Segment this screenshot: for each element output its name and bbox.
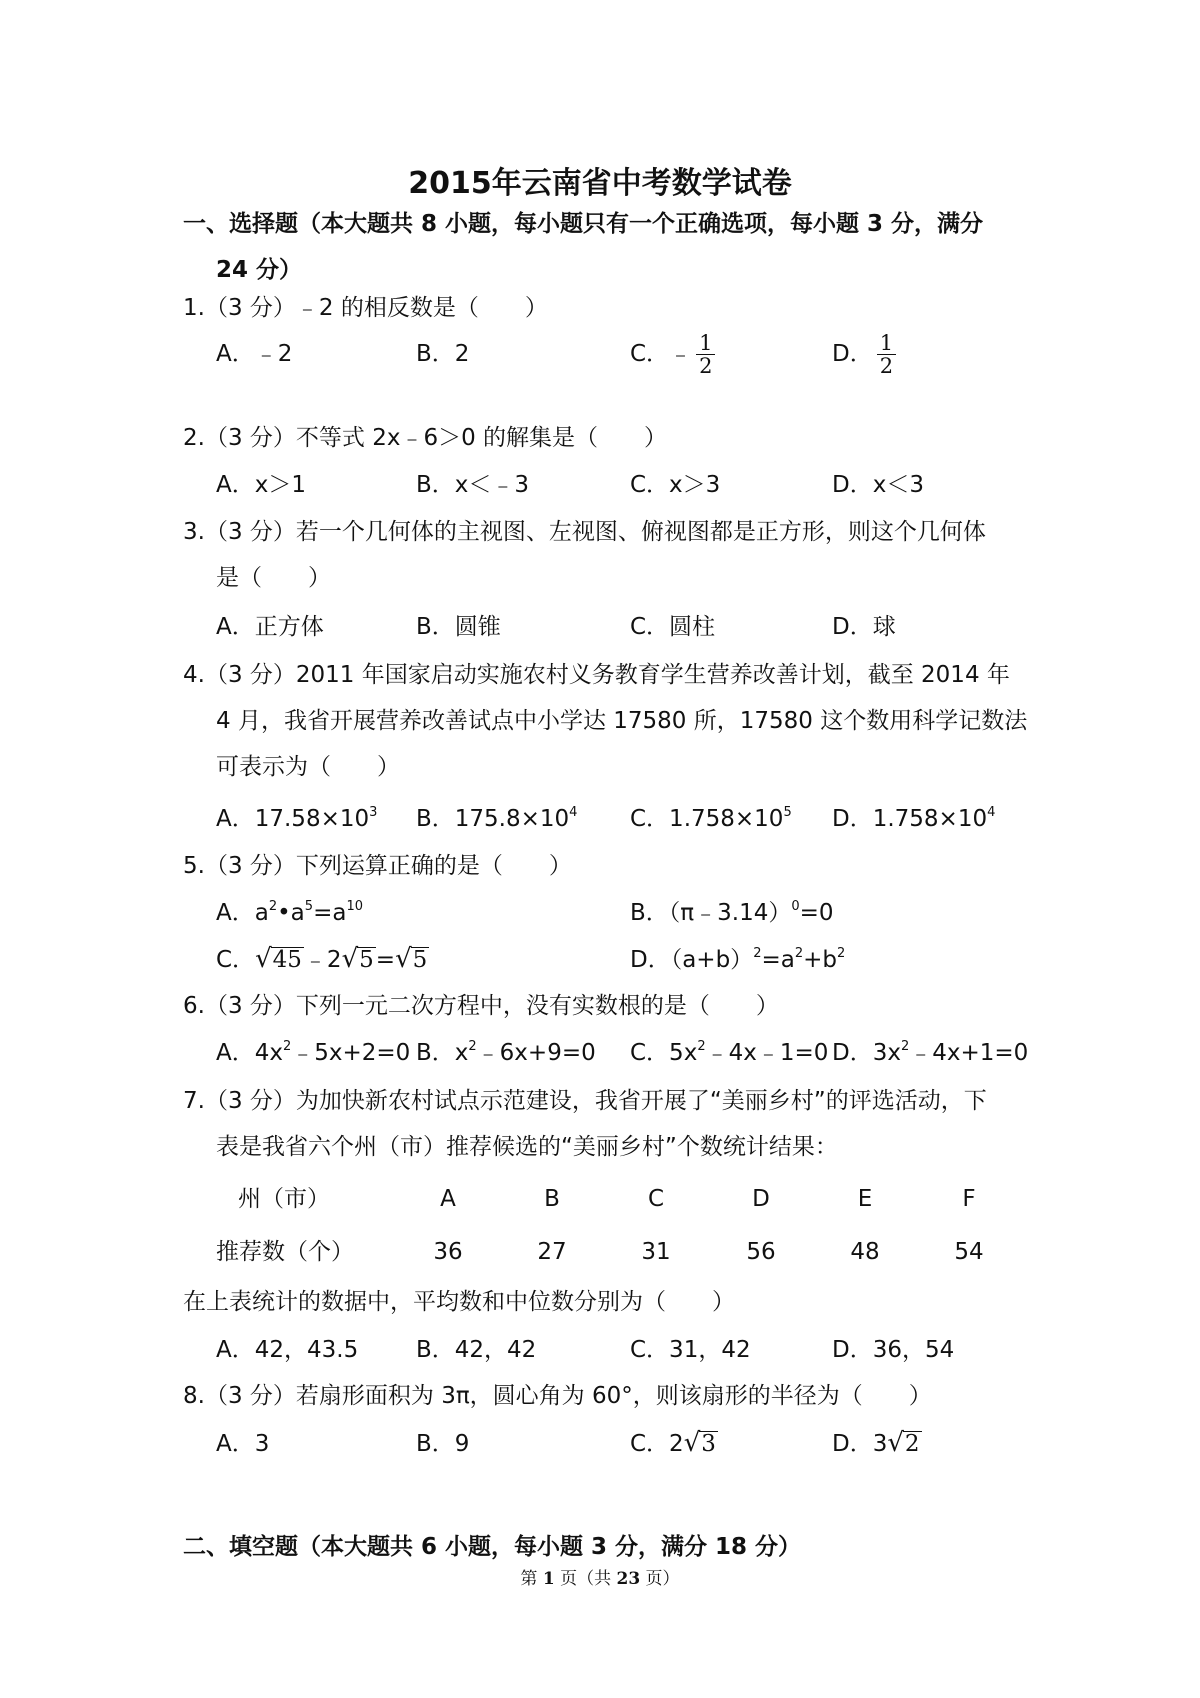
footer-middle: 页（共 <box>554 1569 617 1589</box>
q3-option-d: D．球 <box>832 614 896 640</box>
q8-option-d <box>832 1421 922 1467</box>
q1-option-a: A．﹣2 <box>216 341 293 367</box>
q6-b-part1: B．x <box>416 1040 469 1066</box>
q8-d-coef: D．3 <box>832 1431 888 1457</box>
question-6-options <box>216 1030 1076 1076</box>
question-2-options <box>216 462 1076 508</box>
q5-a-part3: =a <box>313 900 347 926</box>
table-header-label: 州（市） <box>238 1186 330 1212</box>
q3-option-c: C．圆柱 <box>630 614 716 640</box>
q6-d-part1: D．3x <box>832 1040 901 1066</box>
sqrt-5-a: √ 5 <box>341 944 374 974</box>
q5-c-part2: ﹣2 <box>303 947 342 973</box>
q1-d-numerator: 1 <box>877 332 896 355</box>
q7-option-a: A．42，43.5 <box>216 1337 359 1363</box>
q6-a-exp: 2 <box>282 1039 292 1054</box>
q5-d-part3: +b <box>803 947 837 973</box>
q6-option-a <box>216 1030 410 1076</box>
q5-d-exp1: 2 <box>753 946 762 961</box>
q2-option-d: D．x＜3 <box>832 472 924 498</box>
q5-a-part1: A．a <box>216 900 269 926</box>
q4-d-exponent: 4 <box>987 805 996 820</box>
q6-a-part1: A．4x <box>216 1040 283 1066</box>
question-3-options <box>216 604 1076 650</box>
q4-b-base: B．175.8×10 <box>416 806 570 832</box>
footer-total-pages: 23 <box>616 1569 641 1589</box>
q6-c-exp: 2 <box>697 1039 706 1054</box>
sqrt-2: √ 2 <box>887 1428 920 1458</box>
table-col-c: C <box>647 1186 665 1212</box>
q1-option-c-fraction <box>696 332 715 377</box>
q5-c-part3: = <box>375 947 396 973</box>
q8-option-c <box>630 1421 718 1467</box>
q7-option-b: B．42，42 <box>416 1337 537 1363</box>
q4-stem-line3: 可表示为（ ） <box>216 754 400 780</box>
table-col-b: B <box>544 1186 560 1212</box>
q3-option-a: A．正方体 <box>216 614 324 640</box>
q5-c-part1: C． <box>216 947 256 973</box>
q4-c-exponent: 5 <box>783 805 792 820</box>
q4-c-base: C．1.758×10 <box>630 806 784 832</box>
q4-b-exponent: 4 <box>569 805 578 820</box>
q5-c-radicand2: 5 <box>359 947 374 973</box>
question-6-stem: 6.（3 分）下列一元二次方程中，没有实数根的是（ ） <box>183 993 779 1019</box>
q8-c-coef: C．2 <box>630 1431 684 1457</box>
q3-option-b: B．圆锥 <box>416 614 501 640</box>
q5-option-b <box>630 890 834 936</box>
footer-prefix: 第 <box>520 1569 543 1589</box>
q1-c-denominator: 2 <box>699 354 713 378</box>
q6-option-b <box>416 1030 596 1076</box>
q2-option-b: B．x＜﹣3 <box>416 472 530 498</box>
question-2-stem: 2.（3 分）不等式 2x﹣6＞0 的解集是（ ） <box>183 425 668 451</box>
question-5-options-row1 <box>216 890 1076 936</box>
q8-option-b: B．9 <box>416 1431 470 1457</box>
q4-option-d <box>832 796 995 842</box>
q5-option-a <box>216 890 363 936</box>
q6-d-exp: 2 <box>900 1039 910 1054</box>
q5-a-part2: •a <box>277 900 305 926</box>
q5-b-part2: =0 <box>799 900 834 926</box>
q5-d-part1: D．（a+b） <box>630 947 754 973</box>
sqrt-45: √ 45 <box>255 944 302 974</box>
table-value-a: 36 <box>433 1239 463 1265</box>
q5-c-radicand3: 5 <box>412 947 428 973</box>
q4-a-base: A．17.58×10 <box>216 806 370 832</box>
q4-stem-line2: 4 月，我省开展营养改善试点中小学达 17580 所，17580 这个数用科学记数法 <box>216 708 1028 734</box>
q7-stem-line3: 在上表统计的数据中，平均数和中位数分别为（ ） <box>183 1289 735 1315</box>
q4-d-base: D．1.758×10 <box>832 806 988 832</box>
q5-option-d <box>630 937 845 983</box>
q6-a-part2: ﹣5x+2=0 <box>291 1040 411 1066</box>
q6-option-c <box>630 1030 828 1076</box>
section-1-line2: 24 分） <box>216 257 303 283</box>
section-2-heading: 二、填空题（本大题共 6 小题，每小题 3 分，满分 18 分） <box>183 1534 802 1560</box>
q5-c-radicand1: 45 <box>272 947 302 973</box>
table-row-label: 推荐数（个） <box>216 1239 354 1265</box>
q6-b-exp: 2 <box>468 1039 477 1054</box>
section-1-heading <box>183 201 1043 293</box>
table-value-b: 27 <box>537 1239 567 1265</box>
q7-option-c: C．31，42 <box>630 1337 751 1363</box>
q5-a-exp3: 10 <box>346 899 363 914</box>
q5-b-exp1: 0 <box>791 899 800 914</box>
q6-option-d <box>832 1030 1028 1076</box>
q1-c-numerator: 1 <box>696 332 715 355</box>
question-4-stem <box>183 652 1063 790</box>
q1-d-denominator: 2 <box>879 354 894 378</box>
table-col-f: F <box>962 1186 976 1212</box>
page-title: 2015年云南省中考数学试卷 <box>408 166 792 201</box>
table-data-row <box>216 1229 1016 1275</box>
q5-a-exp1: 2 <box>268 899 278 914</box>
question-3-stem <box>183 509 1063 601</box>
q2-option-c: C．x＞3 <box>630 472 721 498</box>
q1-option-d-prefix: D． <box>832 341 873 367</box>
q7-stem-line2: 表是我省六个州（市）推荐候选的“美丽乡村”个数统计结果： <box>216 1134 838 1160</box>
footer-page-number: 1 <box>542 1569 555 1589</box>
sqrt-3: √ 3 <box>683 1428 716 1458</box>
page-footer <box>0 1564 1200 1589</box>
q1-option-b: B．2 <box>416 341 470 367</box>
table-col-e: E <box>857 1186 873 1212</box>
q5-b-part1: B．（π﹣3.14） <box>630 900 792 926</box>
q3-stem-line2: 是（ ） <box>216 565 331 591</box>
section-1-line1: 一、选择题（本大题共 8 小题，每小题只有一个正确选项，每小题 3 分，满分 <box>183 211 984 237</box>
q5-a-exp2: 5 <box>304 899 314 914</box>
q7-option-d: D．36，54 <box>832 1337 955 1363</box>
table-col-a: A <box>440 1186 456 1212</box>
q8-c-radicand: 3 <box>701 1431 716 1457</box>
q3-stem-line1: 3.（3 分）若一个几何体的主视图、左视图、俯视图都是正方形，则这个几何体 <box>183 519 986 545</box>
q1-option-c-prefix: C．﹣ <box>630 341 693 367</box>
q1-option-d <box>832 331 896 377</box>
question-5-options-row2 <box>216 937 1076 983</box>
question-7-options <box>216 1327 1076 1373</box>
q2-option-a: A．x＞1 <box>216 472 306 498</box>
table-value-e: 48 <box>850 1239 880 1265</box>
q5-option-c <box>216 937 429 983</box>
q4-option-c <box>630 796 792 842</box>
q8-d-radicand: 2 <box>904 1431 920 1457</box>
q1-option-c <box>630 331 715 377</box>
q5-d-exp3: 2 <box>837 946 846 961</box>
q6-d-part2: ﹣4x+1=0 <box>909 1040 1029 1066</box>
q4-option-b <box>416 796 577 842</box>
question-1-options <box>216 331 1076 377</box>
q6-c-part1: C．5x <box>630 1040 698 1066</box>
q8-option-a: A．3 <box>216 1431 270 1457</box>
table-value-d: 56 <box>746 1239 776 1265</box>
sqrt-5-b: √ 5 <box>395 944 428 974</box>
q4-option-a <box>216 796 377 842</box>
question-4-options <box>216 796 1076 842</box>
question-8-options <box>216 1421 1076 1467</box>
q6-c-part2: ﹣4x﹣1=0 <box>705 1040 829 1066</box>
q4-a-exponent: 3 <box>369 805 378 820</box>
q6-b-part2: ﹣6x+9=0 <box>476 1040 596 1066</box>
table-value-c: 31 <box>641 1239 671 1265</box>
question-8-stem: 8.（3 分）若扇形面积为 3π，圆心角为 60°，则该扇形的半径为（ ） <box>183 1383 932 1409</box>
table-value-f: 54 <box>954 1239 984 1265</box>
footer-suffix: 页） <box>640 1569 680 1589</box>
q1-option-d-fraction <box>877 332 896 377</box>
question-7-stem <box>183 1078 1063 1170</box>
question-1-stem: 1.（3 分）﹣2 的相反数是（ ） <box>183 295 548 321</box>
q4-stem-line1: 4.（3 分）2011 年国家启动实施农村义务教育学生营养改善计划，截至 2014 年 <box>183 662 1010 688</box>
table-col-d: D <box>752 1186 770 1212</box>
table-header-row <box>216 1176 1016 1222</box>
q5-d-exp2: 2 <box>794 946 804 961</box>
question-5-stem: 5.（3 分）下列运算正确的是（ ） <box>183 853 572 879</box>
q7-stem-line1: 7.（3 分）为加快新农村试点示范建设，我省开展了“美丽乡村”的评选活动，下 <box>183 1088 987 1114</box>
q5-d-part2: =a <box>761 947 795 973</box>
